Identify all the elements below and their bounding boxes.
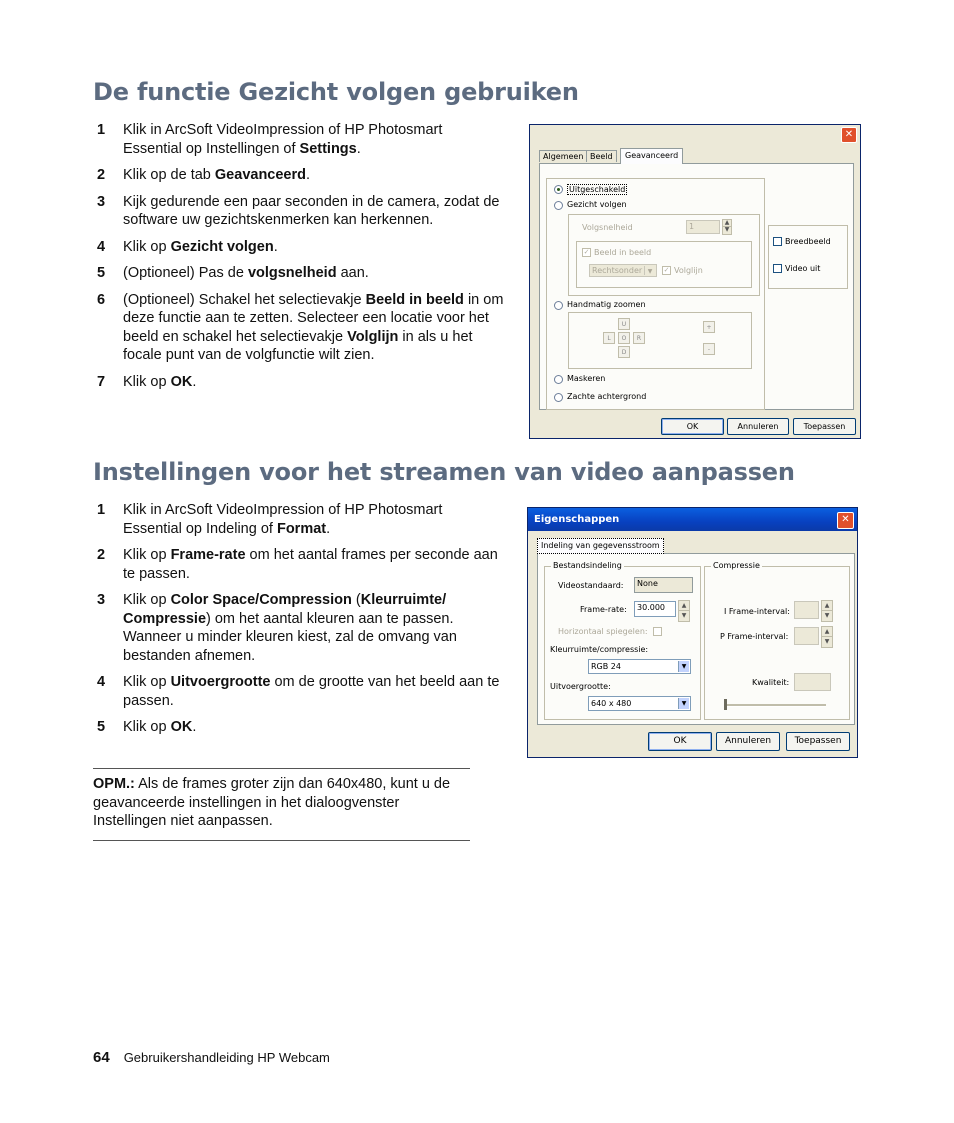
quality-input[interactable] xyxy=(794,673,831,691)
cancel-button[interactable]: Annuleren xyxy=(727,418,789,435)
advanced-panel xyxy=(539,163,854,410)
step-text: Kijk gedurende een paar seconden in de camera, zodat de software uw gezichtskenmerken kan herkennen. xyxy=(123,193,500,228)
checkbox-video-off[interactable] xyxy=(773,264,782,273)
i-frame-input[interactable] xyxy=(794,601,819,619)
frame-rate-input[interactable]: 30.000 xyxy=(634,601,676,617)
steps-streaming xyxy=(93,501,505,745)
label-color-space: Kleurruimte/compressie: xyxy=(550,645,649,654)
zoom-group xyxy=(568,312,752,369)
step-text: om de grootte van het beeld aan te passen. xyxy=(123,674,500,709)
tab-stream-format[interactable]: Indeling van gegevensstroom xyxy=(537,538,664,554)
step-text: Klik in ArcSoft VideoImpression of HP Photosmart Essential op Instellingen of xyxy=(123,122,443,157)
step-item xyxy=(93,673,505,710)
checkbox-trackline[interactable]: ✓ xyxy=(663,266,670,274)
label-video-standard: Videostandaard: xyxy=(558,581,624,590)
step-item xyxy=(93,718,505,737)
step-item xyxy=(93,373,505,392)
pad-down-button[interactable]: D xyxy=(618,346,630,358)
label-soft-background: Zachte achtergrond xyxy=(567,392,647,401)
step-text: Klik op xyxy=(123,373,171,390)
chevron-down-icon: ▼ xyxy=(678,661,689,672)
step-number: 3 xyxy=(97,592,106,608)
step-number: 1 xyxy=(97,502,106,518)
step-text: Klik op de tab xyxy=(123,167,215,183)
step-bold-text: Color Space/Compression xyxy=(170,592,352,608)
step-bold-text: Kleurruimte/ Compressie xyxy=(123,592,447,627)
pip-position-value: Rechtsonder xyxy=(592,266,643,275)
step-number: 1 xyxy=(97,122,106,138)
step-bold-text: Settings xyxy=(299,140,357,157)
step-text: . xyxy=(326,520,331,537)
step-bold-text: Volglijn xyxy=(347,328,399,345)
stream-panel xyxy=(537,553,855,725)
close-icon[interactable]: ✕ xyxy=(837,512,854,529)
apply-button[interactable]: Toepassen xyxy=(786,732,850,751)
cancel-button[interactable]: Annuleren xyxy=(716,732,780,751)
quality-slider-thumb[interactable] xyxy=(724,699,727,710)
tab-advanced[interactable]: Geavanceerd xyxy=(620,148,683,164)
dialog-titlebar xyxy=(530,125,860,145)
radio-face-tracking[interactable] xyxy=(554,201,563,210)
step-item xyxy=(93,193,505,230)
step-text: (Optioneel) Pas de xyxy=(123,265,248,281)
label-mask: Maskeren xyxy=(567,374,606,383)
chevron-down-icon: ▼ xyxy=(644,266,655,275)
checkbox-pip[interactable]: ✓ xyxy=(583,248,590,256)
step-text: . xyxy=(273,238,278,255)
label-manual-zoom: Handmatig zoomen xyxy=(567,300,646,309)
note-box xyxy=(93,768,470,841)
apply-button[interactable]: Toepassen xyxy=(793,418,856,435)
step-item xyxy=(93,291,505,365)
step-bold-text: Frame-rate xyxy=(170,547,246,563)
step-text: aan. xyxy=(336,265,369,281)
dialog-title: Eigenschappen xyxy=(534,514,620,525)
checkbox-horizontal-flip[interactable] xyxy=(653,627,662,636)
step-text: . xyxy=(306,167,311,183)
step-bold-text: OK xyxy=(170,373,193,390)
color-space-value: RGB 24 xyxy=(591,662,621,671)
tab-image[interactable]: Beeld xyxy=(586,150,617,162)
tracking-speed-input[interactable]: 1 xyxy=(686,220,720,234)
step-number: 7 xyxy=(97,373,106,390)
step-number: 2 xyxy=(97,547,106,563)
p-frame-spinner[interactable]: ▲ ▼ xyxy=(821,626,833,648)
label-frame-rate: Frame-rate: xyxy=(580,605,627,614)
step-bold-text: Geavanceerd xyxy=(214,167,306,183)
radio-disabled[interactable] xyxy=(554,185,563,194)
settings-dialog xyxy=(529,124,861,439)
step-text: Klik op xyxy=(123,674,171,690)
frame-rate-spinner[interactable]: ▲ ▼ xyxy=(678,600,690,622)
step-item xyxy=(93,264,505,283)
step-bold-text: Gezicht volgen xyxy=(170,238,274,255)
step-text: . xyxy=(192,719,197,735)
step-item xyxy=(93,546,505,583)
p-frame-input[interactable] xyxy=(794,627,819,645)
step-bold-text: Beeld in beeld xyxy=(365,291,464,308)
quality-slider-track[interactable] xyxy=(724,704,826,707)
step-item xyxy=(93,238,505,257)
compression-legend: Compressie xyxy=(713,561,760,570)
radio-mask[interactable] xyxy=(554,375,563,384)
output-size-select[interactable] xyxy=(588,696,691,711)
step-text: Klik op xyxy=(123,547,171,563)
step-text: in als u het focale punt van de volgfunctie wilt zien. xyxy=(123,328,473,363)
tracking-speed-spinner[interactable]: ▲ ▼ xyxy=(722,219,732,235)
radio-manual-zoom[interactable] xyxy=(554,301,563,310)
step-text: Klik op xyxy=(123,719,171,735)
file-format-legend: Bestandsindeling xyxy=(553,561,622,570)
step-text: om het aantal frames per seconde aan te passen. xyxy=(123,547,498,582)
step-item xyxy=(93,166,505,185)
step-number: 5 xyxy=(97,719,106,735)
step-item xyxy=(93,121,505,158)
close-icon[interactable]: ✕ xyxy=(841,127,857,143)
video-standard-field[interactable]: None xyxy=(634,577,693,593)
pad-right-button[interactable]: R xyxy=(633,332,645,344)
label-widescreen: Breedbeeld xyxy=(785,237,831,246)
dialog-titlebar xyxy=(528,508,857,531)
label-output-size: Uitvoergrootte: xyxy=(550,682,611,691)
step-text: . xyxy=(356,140,361,157)
chevron-down-icon: ▼ xyxy=(678,698,689,709)
step-bold-text: volgsnelheid xyxy=(247,265,337,281)
step-number: 4 xyxy=(97,238,106,255)
label-pip: Beeld in beeld xyxy=(594,248,652,257)
label-tracking-speed: Volgsnelheid xyxy=(582,223,633,232)
output-size-value: 640 x 480 xyxy=(591,699,632,708)
label-quality: Kwaliteit: xyxy=(752,678,790,687)
pip-position-select[interactable] xyxy=(589,264,657,277)
step-text: . xyxy=(192,373,197,390)
step-number: 3 xyxy=(97,193,106,210)
step-item xyxy=(93,501,505,538)
step-text: Klik op xyxy=(123,592,171,608)
step-text: ( xyxy=(351,592,361,608)
step-text: (Optioneel) Schakel het selectievakje xyxy=(123,291,366,308)
ok-button[interactable]: OK xyxy=(661,418,724,435)
checkbox-widescreen[interactable] xyxy=(773,237,782,246)
pad-up-button[interactable]: U xyxy=(618,318,630,330)
step-bold-text: Uitvoergrootte xyxy=(170,674,271,690)
pad-center-button[interactable]: O xyxy=(618,332,630,344)
label-i-frame: I Frame-interval: xyxy=(724,607,790,616)
color-space-select[interactable] xyxy=(588,659,691,674)
label-horizontal-flip: Horizontaal spiegelen: xyxy=(558,627,648,636)
page-number: 64 xyxy=(93,1049,110,1066)
step-bold-text: Format xyxy=(276,520,327,537)
step-item xyxy=(93,591,505,665)
step-number: 4 xyxy=(97,674,106,690)
label-trackline: Volglijn xyxy=(674,266,703,275)
ok-button[interactable]: OK xyxy=(648,732,712,751)
page-footer xyxy=(93,1049,330,1066)
step-bold-text: OK xyxy=(170,719,193,735)
steps-face-tracking xyxy=(93,121,505,399)
radio-soft-background[interactable] xyxy=(554,393,563,402)
section-title-streaming: Instellingen voor het streamen van video aanpassen xyxy=(93,458,795,486)
step-text: ) om het aantal kleuren aan te passen. Wanneer u minder kleuren kiest, zal de omvang van bestanden afnemen. xyxy=(123,610,457,664)
step-text: in om deze functie aan te zetten. Selecteer een locatie voor het beeld en schakel het selectievakje xyxy=(123,291,504,345)
step-number: 5 xyxy=(97,265,106,281)
tab-general[interactable]: Algemeen xyxy=(539,150,587,162)
footer-text: Gebruikershandleiding HP Webcam xyxy=(123,1050,330,1065)
step-text: Klik op xyxy=(123,238,171,255)
label-disabled: Uitgeschakeld xyxy=(569,185,626,194)
i-frame-spinner[interactable]: ▲ ▼ xyxy=(821,600,833,622)
zoom-in-button[interactable]: + xyxy=(703,321,715,333)
step-number: 6 xyxy=(97,291,106,308)
note-text: Als de frames groter zijn dan 640x480, kunt u de geavanceerde instellingen in het dialoogvenster Instellingen niet aanpassen. xyxy=(93,776,451,829)
label-video-off: Video uit xyxy=(785,264,821,273)
step-number: 2 xyxy=(97,167,106,183)
pad-left-button[interactable]: L xyxy=(603,332,615,344)
label-p-frame: P Frame-interval: xyxy=(720,632,789,641)
step-text: Klik in ArcSoft VideoImpression of HP Photosmart Essential op Indeling of xyxy=(123,502,443,537)
section-title-face-tracking: De functie Gezicht volgen gebruiken xyxy=(93,78,579,106)
note-label: OPM.: xyxy=(93,776,135,792)
label-face-tracking: Gezicht volgen xyxy=(567,200,627,209)
display-group xyxy=(768,225,848,289)
zoom-out-button[interactable]: - xyxy=(703,343,715,355)
properties-dialog xyxy=(527,507,858,758)
